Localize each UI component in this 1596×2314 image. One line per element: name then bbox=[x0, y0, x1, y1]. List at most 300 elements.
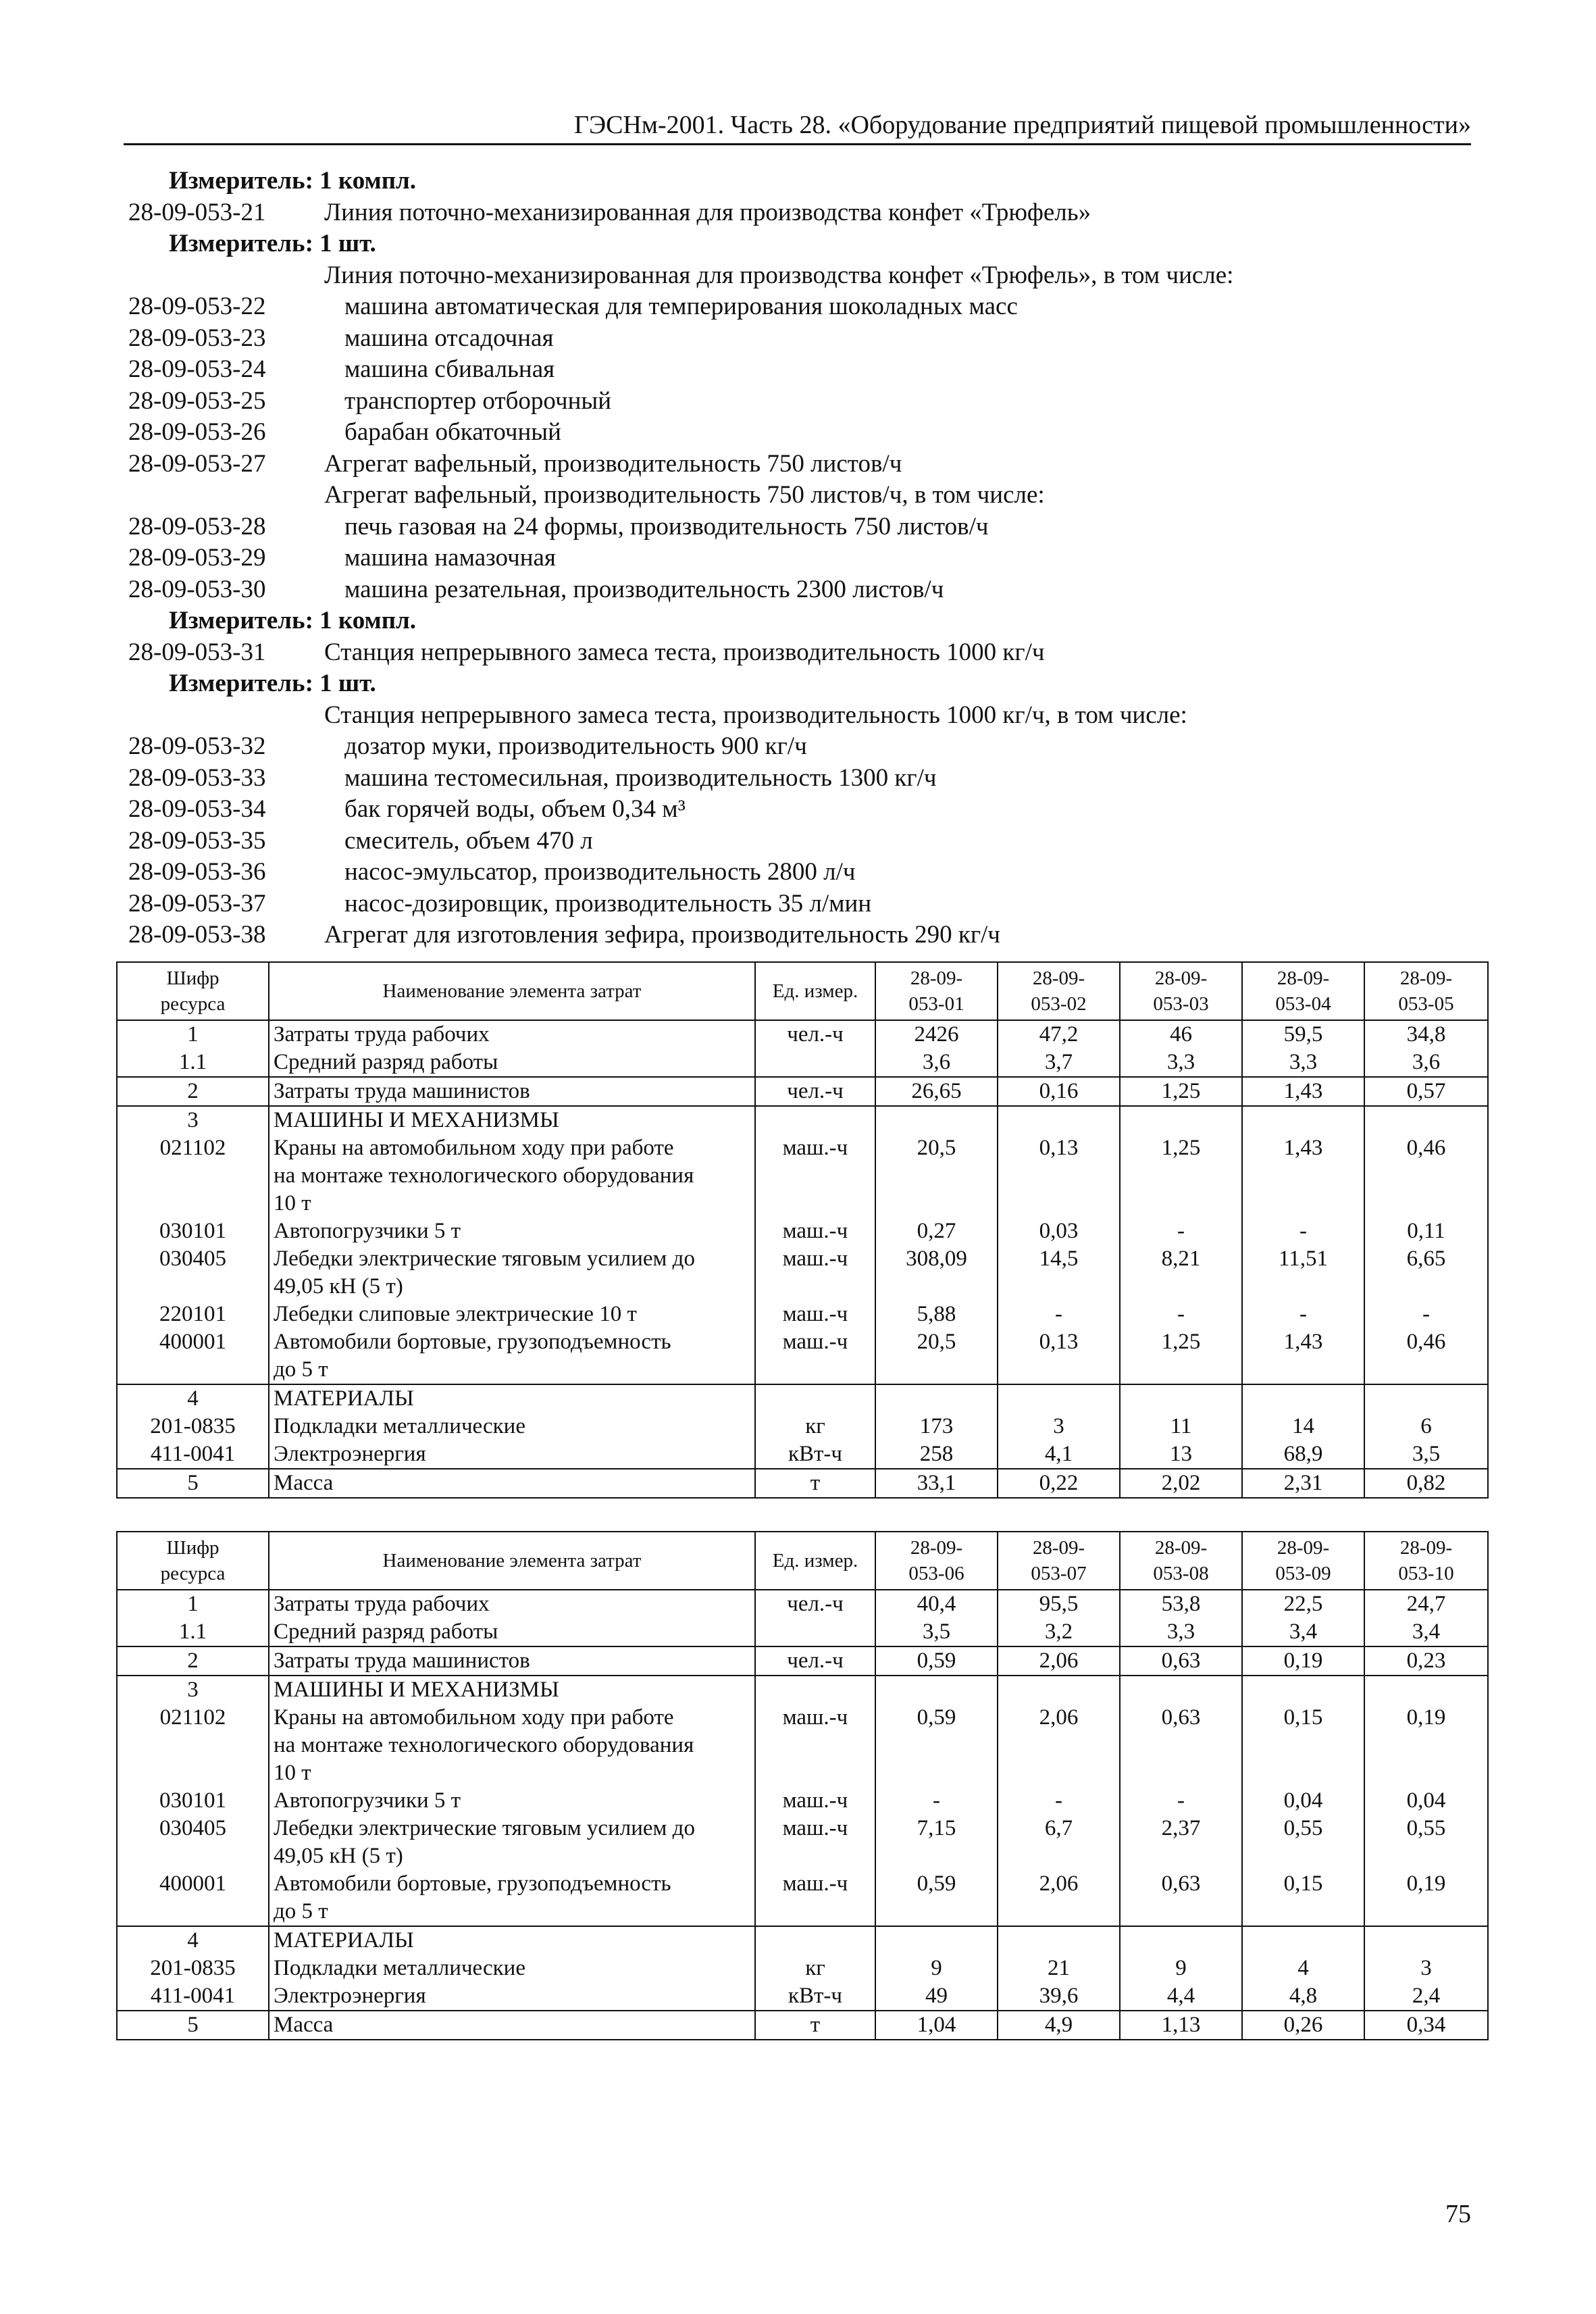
cost-element-name bbox=[269, 1676, 755, 1704]
value-cell bbox=[1242, 1106, 1364, 1134]
value-cell bbox=[1120, 1676, 1242, 1704]
table-row bbox=[117, 1049, 1488, 1077]
header-text: 053-06 bbox=[908, 1563, 964, 1584]
resource-code: 021102 bbox=[117, 1134, 269, 1217]
unit-cell: кг bbox=[755, 1955, 875, 1982]
header-text: Шифр bbox=[166, 967, 220, 989]
resource-code: 400001 bbox=[117, 1870, 269, 1926]
header-text: 28-09- bbox=[1399, 967, 1453, 989]
table-row bbox=[117, 1217, 1488, 1245]
value-cell: 173 bbox=[875, 1413, 998, 1440]
norm-line bbox=[128, 480, 1479, 511]
value-cell: 2,31 bbox=[1242, 1469, 1364, 1498]
table-row bbox=[117, 1982, 1488, 2011]
norm-code: 28-09-053-26 bbox=[128, 418, 266, 446]
resource-code: 030101 bbox=[117, 1217, 269, 1245]
resource-code: 030405 bbox=[117, 1815, 269, 1870]
value-cell: 26,65 bbox=[875, 1077, 998, 1106]
norm-description: Станция непрерывного замеса теста, производительность 1000 кг/ч, в том числе: bbox=[324, 701, 1187, 729]
header-norm-column bbox=[1120, 962, 1242, 1020]
norm-line bbox=[128, 354, 1479, 386]
norm-line bbox=[128, 637, 1479, 669]
page-number: 75 bbox=[1445, 2200, 1471, 2228]
name-line: Лебедки электрические тяговым усилием до bbox=[274, 1247, 695, 1271]
name-line: Подкладки металлические bbox=[274, 1414, 525, 1438]
resource-code: 1 bbox=[117, 1020, 269, 1049]
norm-line bbox=[128, 260, 1479, 292]
value-cell: 6,7 bbox=[998, 1815, 1120, 1870]
name-line: Лебедки слиповые электрические 10 т bbox=[274, 1302, 637, 1326]
value-cell bbox=[1242, 1926, 1364, 1955]
header-norm-column bbox=[998, 1532, 1120, 1590]
value-cell: 3,2 bbox=[998, 1618, 1120, 1646]
value-cell: 2,4 bbox=[1364, 1982, 1488, 2011]
value-cell: 47,2 bbox=[998, 1020, 1120, 1049]
value-cell bbox=[998, 1926, 1120, 1955]
value-cell: 1,43 bbox=[1242, 1077, 1364, 1106]
value-cell: 3 bbox=[998, 1413, 1120, 1440]
cost-element-name bbox=[269, 1245, 755, 1301]
value-cell: 0,19 bbox=[1242, 1646, 1364, 1676]
value-cell: 95,5 bbox=[998, 1590, 1120, 1618]
cost-element-name bbox=[269, 1077, 755, 1106]
header-text: 053-05 bbox=[1398, 993, 1454, 1015]
table-row bbox=[117, 1077, 1488, 1106]
table-row bbox=[117, 2011, 1488, 2040]
value-cell bbox=[1242, 1676, 1364, 1704]
header-text: 053-03 bbox=[1153, 993, 1209, 1015]
norm-code: 28-09-053-30 bbox=[128, 575, 266, 603]
unit-cell: маш.-ч bbox=[755, 1815, 875, 1870]
name-line: МАШИНЫ И МЕХАНИЗМЫ bbox=[274, 1678, 559, 1702]
table-row bbox=[117, 1384, 1488, 1413]
table-row bbox=[117, 1245, 1488, 1301]
value-cell bbox=[1364, 1106, 1488, 1134]
value-cell: 9 bbox=[1120, 1955, 1242, 1982]
header-text: 28-09- bbox=[910, 967, 963, 989]
norm-code: 28-09-053-21 bbox=[128, 198, 266, 226]
value-cell: 0,34 bbox=[1364, 2011, 1488, 2040]
unit-cell: кВт-ч bbox=[755, 1982, 875, 2011]
value-cell: 7,15 bbox=[875, 1815, 998, 1870]
cost-element-name bbox=[269, 1469, 755, 1498]
value-cell: 59,5 bbox=[1242, 1020, 1364, 1049]
value-cell: 0,63 bbox=[1120, 1704, 1242, 1787]
value-cell: 0,04 bbox=[1242, 1787, 1364, 1815]
table-row bbox=[117, 1134, 1488, 1217]
table-row bbox=[117, 1328, 1488, 1384]
value-cell bbox=[1364, 1926, 1488, 1955]
value-cell: 1,25 bbox=[1120, 1077, 1242, 1106]
norm-code: 28-09-053-23 bbox=[128, 324, 266, 352]
value-cell: - bbox=[1242, 1301, 1364, 1328]
header-norm-column bbox=[1364, 962, 1488, 1020]
name-line: МАТЕРИАЛЫ bbox=[274, 1386, 414, 1411]
header-text: 28-09- bbox=[1032, 967, 1085, 989]
name-line: Затраты труда машинистов bbox=[274, 1079, 530, 1103]
value-cell bbox=[875, 1384, 998, 1413]
norm-line bbox=[128, 291, 1479, 323]
cost-element-name bbox=[269, 1982, 755, 2011]
value-cell: 0,03 bbox=[998, 1217, 1120, 1245]
value-cell: 3,7 bbox=[998, 1049, 1120, 1077]
norm-line bbox=[128, 543, 1479, 574]
value-cell: 1,25 bbox=[1120, 1328, 1242, 1384]
value-cell: 3,4 bbox=[1242, 1618, 1364, 1646]
name-line: Затраты труда рабочих bbox=[274, 1022, 490, 1047]
header-text: 28-09- bbox=[1399, 1537, 1453, 1559]
resource-code: 1.1 bbox=[117, 1618, 269, 1646]
resource-code: 4 bbox=[117, 1926, 269, 1955]
norm-line bbox=[128, 449, 1479, 480]
unit-cell: маш.-ч bbox=[755, 1704, 875, 1787]
norm-description: машина намазочная bbox=[344, 544, 556, 572]
value-cell: 21 bbox=[998, 1955, 1120, 1982]
resource-code: 400001 bbox=[117, 1328, 269, 1384]
value-cell: 68,9 bbox=[1242, 1440, 1364, 1469]
value-cell: 0,55 bbox=[1242, 1815, 1364, 1870]
header-norm-column bbox=[875, 1532, 998, 1590]
value-cell: - bbox=[998, 1787, 1120, 1815]
unit-cell: маш.-ч bbox=[755, 1245, 875, 1301]
header-cost-element: Наименование элемента затрат bbox=[269, 1532, 755, 1590]
norm-line bbox=[128, 763, 1479, 795]
resource-code: 5 bbox=[117, 2011, 269, 2040]
name-line: Средний разряд работы bbox=[274, 1619, 498, 1644]
header-text: ресурса bbox=[160, 1563, 226, 1584]
value-cell bbox=[875, 1106, 998, 1134]
value-cell: - bbox=[1120, 1787, 1242, 1815]
value-cell: 1,04 bbox=[875, 2011, 998, 2040]
value-cell: 308,09 bbox=[875, 1245, 998, 1301]
unit-cell: маш.-ч bbox=[755, 1217, 875, 1245]
header-text: 053-10 bbox=[1398, 1563, 1454, 1584]
table-row bbox=[117, 1301, 1488, 1328]
header-norm-column bbox=[1120, 1532, 1242, 1590]
norm-description: машина сбивальная bbox=[344, 355, 555, 383]
measure-unit-label: Измеритель: 1 шт. bbox=[169, 670, 376, 697]
value-cell: 3,5 bbox=[875, 1618, 998, 1646]
resource-code: 5 bbox=[117, 1469, 269, 1498]
norm-code: 28-09-053-38 bbox=[128, 921, 266, 949]
norm-description: смеситель, объем 470 л bbox=[344, 826, 593, 855]
name-line: МАШИНЫ И МЕХАНИЗМЫ bbox=[274, 1108, 559, 1132]
name-line: Краны на автомобильном ходу при работе bbox=[274, 1705, 674, 1730]
value-cell: 2,06 bbox=[998, 1646, 1120, 1676]
value-cell: 0,46 bbox=[1364, 1328, 1488, 1384]
value-cell: - bbox=[1120, 1301, 1242, 1328]
value-cell bbox=[1120, 1384, 1242, 1413]
norm-code: 28-09-053-32 bbox=[128, 732, 266, 760]
header-unit: Ед. измер. bbox=[755, 962, 875, 1020]
header-text: 053-02 bbox=[1031, 993, 1087, 1015]
norm-code: 28-09-053-29 bbox=[128, 544, 266, 572]
table-row bbox=[117, 1955, 1488, 1982]
value-cell: 11 bbox=[1120, 1413, 1242, 1440]
value-cell: 39,6 bbox=[998, 1982, 1120, 2011]
unit-cell: маш.-ч bbox=[755, 1870, 875, 1926]
cost-element-name bbox=[269, 1646, 755, 1676]
value-cell: 3,5 bbox=[1364, 1440, 1488, 1469]
header-norm-column bbox=[998, 962, 1120, 1020]
unit-cell: маш.-ч bbox=[755, 1328, 875, 1384]
value-cell: 0,55 bbox=[1364, 1815, 1488, 1870]
header-norm-column bbox=[875, 962, 998, 1020]
norm-code: 28-09-053-37 bbox=[128, 889, 266, 917]
value-cell: 0,26 bbox=[1242, 2011, 1364, 2040]
header-text: 28-09- bbox=[1032, 1537, 1085, 1559]
value-cell: 22,5 bbox=[1242, 1590, 1364, 1618]
cost-element-name bbox=[269, 1787, 755, 1815]
table-row bbox=[117, 1106, 1488, 1134]
value-cell bbox=[998, 1106, 1120, 1134]
norm-code: 28-09-053-28 bbox=[128, 512, 266, 540]
name-line: Автомобили бортовые, грузоподъемность bbox=[274, 1871, 671, 1896]
value-cell: 11,51 bbox=[1242, 1245, 1364, 1301]
table-row bbox=[117, 1704, 1488, 1787]
value-cell: 6 bbox=[1364, 1413, 1488, 1440]
value-cell: 5,88 bbox=[875, 1301, 998, 1328]
cost-element-name bbox=[269, 1870, 755, 1926]
table-row bbox=[117, 1870, 1488, 1926]
value-cell: 0,19 bbox=[1364, 1870, 1488, 1926]
name-line: Автопогрузчики 5 т bbox=[274, 1788, 461, 1813]
cost-element-name bbox=[269, 1106, 755, 1134]
norm-description: машина тестомесильная, производительность 1300 кг/ч bbox=[344, 763, 937, 792]
header-text: 28-09- bbox=[1154, 967, 1208, 989]
header-text: 053-09 bbox=[1275, 1563, 1331, 1584]
resource-code: 411-0041 bbox=[117, 1982, 269, 2011]
unit-cell bbox=[755, 1049, 875, 1077]
running-header: ГЭСНм-2001. Часть 28. «Оборудование предприятий пищевой промышленности» bbox=[124, 107, 1471, 145]
value-cell bbox=[1120, 1106, 1242, 1134]
value-cell: 0,59 bbox=[875, 1704, 998, 1787]
value-cell: 13 bbox=[1120, 1440, 1242, 1469]
norm-code: 28-09-053-22 bbox=[128, 293, 266, 320]
value-cell: - bbox=[1364, 1301, 1488, 1328]
header-text: Шифр bbox=[166, 1537, 220, 1559]
table-row bbox=[117, 1676, 1488, 1704]
value-cell: 1,43 bbox=[1242, 1134, 1364, 1217]
cost-element-name bbox=[269, 1020, 755, 1049]
value-cell: 3,6 bbox=[1364, 1049, 1488, 1077]
resource-code: 030101 bbox=[117, 1787, 269, 1815]
norm-description: Линия поточно-механизированная для производства конфет «Трюфель», в том числе: bbox=[324, 261, 1234, 289]
header-text: 053-08 bbox=[1153, 1563, 1209, 1584]
unit-cell bbox=[755, 1384, 875, 1413]
name-line: Масса bbox=[274, 1471, 334, 1495]
value-cell: 14 bbox=[1242, 1413, 1364, 1440]
resource-code: 220101 bbox=[117, 1301, 269, 1328]
name-line: 10 т bbox=[274, 1761, 311, 1785]
unit-cell: маш.-ч bbox=[755, 1301, 875, 1328]
value-cell: 3,4 bbox=[1364, 1618, 1488, 1646]
header-text: 28-09- bbox=[1154, 1537, 1208, 1559]
value-cell: - bbox=[875, 1787, 998, 1815]
name-line: на монтаже технологического оборудования bbox=[274, 1733, 694, 1757]
table-row bbox=[117, 1440, 1488, 1469]
resource-code: 1.1 bbox=[117, 1049, 269, 1077]
cost-element-name bbox=[269, 1413, 755, 1440]
value-cell: 0,46 bbox=[1364, 1134, 1488, 1217]
name-line: 10 т bbox=[274, 1191, 311, 1215]
value-cell: 0,57 bbox=[1364, 1077, 1488, 1106]
unit-cell: маш.-ч bbox=[755, 1134, 875, 1217]
value-cell: 14,5 bbox=[998, 1245, 1120, 1301]
norm-code: 28-09-053-27 bbox=[128, 449, 266, 478]
name-line: Электроэнергия bbox=[274, 1442, 426, 1466]
value-cell: 4,1 bbox=[998, 1440, 1120, 1469]
value-cell: 2,06 bbox=[998, 1870, 1120, 1926]
header-norm-column bbox=[1242, 962, 1364, 1020]
value-cell bbox=[998, 1384, 1120, 1413]
value-cell: 2,02 bbox=[1120, 1469, 1242, 1498]
table-row bbox=[117, 1590, 1488, 1618]
measure-unit-line bbox=[128, 668, 1479, 700]
cost-table-1 bbox=[116, 961, 1489, 1499]
value-cell: - bbox=[1120, 1217, 1242, 1245]
norm-line bbox=[128, 323, 1479, 355]
norm-line bbox=[128, 731, 1479, 763]
value-cell: 0,19 bbox=[1364, 1704, 1488, 1787]
name-line: МАТЕРИАЛЫ bbox=[274, 1928, 414, 1953]
norm-line bbox=[128, 888, 1479, 920]
name-line: на монтаже технологического оборудования bbox=[274, 1163, 694, 1188]
norm-line bbox=[128, 386, 1479, 418]
norm-code: 28-09-053-31 bbox=[128, 638, 266, 666]
cost-element-name bbox=[269, 1134, 755, 1217]
cost-element-name bbox=[269, 1328, 755, 1384]
name-line: до 5 т bbox=[274, 1357, 328, 1382]
cost-element-name bbox=[269, 1049, 755, 1077]
unit-cell: чел.-ч bbox=[755, 1590, 875, 1618]
header-unit: Ед. измер. bbox=[755, 1532, 875, 1590]
value-cell: 2,37 bbox=[1120, 1815, 1242, 1870]
value-cell: 34,8 bbox=[1364, 1020, 1488, 1049]
norm-description: Агрегат вафельный, производительность 750 листов/ч, в том числе: bbox=[324, 481, 1045, 509]
norm-code: 28-09-053-33 bbox=[128, 763, 266, 792]
norm-line bbox=[128, 197, 1479, 229]
norm-description: машина резательная, производительность 2300 листов/ч bbox=[344, 575, 944, 603]
norm-line bbox=[128, 920, 1479, 951]
norm-description: Агрегат вафельный, производительность 750 листов/ч bbox=[324, 449, 902, 478]
norm-code: 28-09-053-34 bbox=[128, 795, 266, 823]
table-row bbox=[117, 1787, 1488, 1815]
value-cell: 20,5 bbox=[875, 1328, 998, 1384]
value-cell: 0,23 bbox=[1364, 1646, 1488, 1676]
cost-element-name bbox=[269, 1618, 755, 1646]
header-text: 28-09- bbox=[910, 1537, 963, 1559]
cost-element-name bbox=[269, 2011, 755, 2040]
name-line: Средний разряд работы bbox=[274, 1050, 498, 1074]
resource-code: 4 bbox=[117, 1384, 269, 1413]
name-line: Подкладки металлические bbox=[274, 1956, 525, 1980]
norm-code: 28-09-053-24 bbox=[128, 355, 266, 383]
measure-unit-label: Измеритель: 1 компл. bbox=[169, 167, 417, 195]
cost-element-name bbox=[269, 1590, 755, 1618]
header-norm-column bbox=[1242, 1532, 1364, 1590]
measure-unit-line bbox=[128, 166, 1479, 197]
value-cell: 3 bbox=[1364, 1955, 1488, 1982]
name-line: 49,05 кН (5 т) bbox=[274, 1844, 403, 1868]
value-cell: 40,4 bbox=[875, 1590, 998, 1618]
name-line: Масса bbox=[274, 2013, 334, 2037]
name-line: Затраты труда машинистов bbox=[274, 1649, 530, 1673]
table-row bbox=[117, 1815, 1488, 1870]
value-cell: 0,59 bbox=[875, 1646, 998, 1676]
name-line: Автомобили бортовые, грузоподъемность bbox=[274, 1330, 671, 1354]
norm-code: 28-09-053-36 bbox=[128, 858, 266, 886]
measure-unit-line bbox=[128, 228, 1479, 260]
unit-cell bbox=[755, 1618, 875, 1646]
header-text: 053-04 bbox=[1275, 993, 1331, 1015]
value-cell bbox=[1120, 1926, 1242, 1955]
table-row bbox=[117, 1646, 1488, 1676]
header-text: 28-09- bbox=[1277, 1537, 1330, 1559]
table-row bbox=[117, 1413, 1488, 1440]
value-cell: 3,3 bbox=[1120, 1049, 1242, 1077]
value-cell: 3,3 bbox=[1120, 1618, 1242, 1646]
name-line: до 5 т bbox=[274, 1899, 328, 1923]
norm-description: Станция непрерывного замеса теста, производительность 1000 кг/ч bbox=[324, 638, 1045, 666]
table-header-row bbox=[117, 1532, 1488, 1590]
value-cell bbox=[1364, 1676, 1488, 1704]
value-cell: 0,63 bbox=[1120, 1870, 1242, 1926]
resource-code: 030405 bbox=[117, 1245, 269, 1301]
measure-unit-line bbox=[128, 605, 1479, 637]
header-cost-element: Наименование элемента затрат bbox=[269, 962, 755, 1020]
name-line: Затраты труда рабочих bbox=[274, 1592, 490, 1616]
cost-element-name bbox=[269, 1704, 755, 1787]
value-cell: 0,63 bbox=[1120, 1646, 1242, 1676]
norm-description: насос-дозировщик, производительность 35 л/мин bbox=[344, 889, 872, 917]
value-cell: 0,13 bbox=[998, 1328, 1120, 1384]
value-cell bbox=[1242, 1384, 1364, 1413]
value-cell: 46 bbox=[1120, 1020, 1242, 1049]
norm-line bbox=[128, 574, 1479, 606]
norm-description: барабан обкаточный bbox=[344, 418, 561, 446]
norm-code: 28-09-053-35 bbox=[128, 826, 266, 855]
value-cell: 0,15 bbox=[1242, 1870, 1364, 1926]
header-text: ресурса bbox=[160, 993, 226, 1015]
name-line: Электроэнергия bbox=[274, 1984, 426, 2008]
value-cell: 2426 bbox=[875, 1020, 998, 1049]
header-text: 053-07 bbox=[1031, 1563, 1087, 1584]
cost-element-name bbox=[269, 1384, 755, 1413]
value-cell bbox=[875, 1676, 998, 1704]
value-cell: 1,43 bbox=[1242, 1328, 1364, 1384]
unit-cell: кВт-ч bbox=[755, 1440, 875, 1469]
cost-element-name bbox=[269, 1955, 755, 1982]
measure-unit-label: Измеритель: 1 шт. bbox=[169, 230, 376, 257]
value-cell: 4,8 bbox=[1242, 1982, 1364, 2011]
name-line: Краны на автомобильном ходу при работе bbox=[274, 1136, 674, 1160]
value-cell: 8,21 bbox=[1120, 1245, 1242, 1301]
value-cell: 33,1 bbox=[875, 1469, 998, 1498]
norm-line bbox=[128, 511, 1479, 543]
value-cell: 49 bbox=[875, 1982, 998, 2011]
unit-cell bbox=[755, 1676, 875, 1704]
name-line: 49,05 кН (5 т) bbox=[274, 1274, 403, 1299]
cost-element-name bbox=[269, 1301, 755, 1328]
cost-table-2 bbox=[116, 1531, 1489, 2040]
name-line: Лебедки электрические тяговым усилием до bbox=[274, 1816, 695, 1840]
table-row bbox=[117, 1926, 1488, 1955]
header-resource-code bbox=[117, 962, 269, 1020]
resource-code: 021102 bbox=[117, 1704, 269, 1787]
norm-description: машина автоматическая для темперирования шоколадных масс bbox=[344, 293, 1018, 320]
value-cell: 24,7 bbox=[1364, 1590, 1488, 1618]
